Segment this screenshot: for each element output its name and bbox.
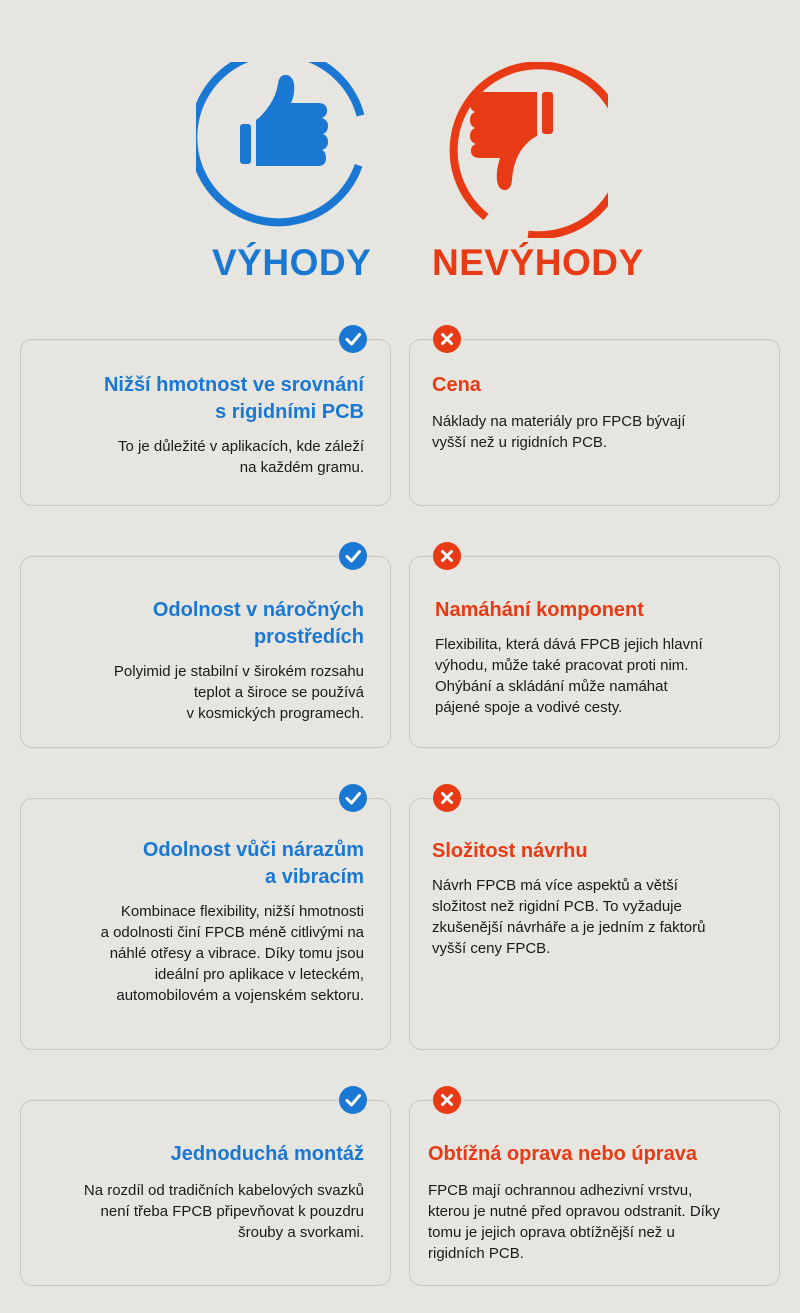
thumbs-down-icon	[432, 62, 608, 238]
con-description: Návrh FPCB má více aspektů a větší složitost než rigidní PCB. To vyžaduje zkušenější návrháře a je jedním z faktorů vyšší ceny FPCB.	[432, 877, 706, 957]
pro-title: Jednoduchá montáž	[170, 1143, 364, 1165]
cross-icon	[433, 542, 461, 570]
check-icon	[339, 784, 367, 812]
cross-icon	[433, 325, 461, 353]
pro-title: Odolnost vůči nárazům a vibracím	[142, 839, 364, 888]
pro-title: Odolnost v náročných prostředích	[152, 599, 364, 648]
con-description: FPCB mají ochrannou adhezivní vrstvu, kterou je nutné před opravou odstranit. Díky tomu je jejich oprava obtížnější než u rigidních PCB.	[428, 1182, 720, 1262]
con-title: Namáhání komponent	[435, 599, 644, 621]
check-icon	[339, 325, 367, 353]
con-description: Náklady na materiály pro FPCB bývají vyšší než u rigidních PCB.	[432, 413, 686, 451]
pro-description: Kombinace flexibility, nižší hmotnosti a odolnosti činí FPCB méně citlivými na náhlé otřesy a vibrace. Díky tomu jsou ideální pro aplikace v leteckém, automobilovém a vojenském sektoru.	[100, 903, 364, 1004]
thumbs-up-icon	[196, 62, 372, 238]
con-card	[409, 339, 780, 506]
pro-title: Nižší hmotnost ve srovnání s rigidními PCB	[103, 374, 364, 423]
con-title: Cena	[432, 374, 481, 396]
pro-description: Polyimid je stabilní v širokém rozsahu teplot a široce se používá v kosmických programech.	[113, 663, 364, 722]
pro-card	[20, 339, 391, 506]
con-card	[409, 556, 780, 748]
con-card	[409, 1100, 780, 1286]
check-icon	[339, 1086, 367, 1114]
cross-icon	[433, 1086, 461, 1114]
con-title: Složitost návrhu	[432, 840, 588, 862]
pros-heading: VÝHODY	[212, 242, 372, 283]
cons-heading: NEVÝHODY	[432, 242, 644, 283]
con-description: Flexibilita, která dává FPCB jejich hlavní výhodu, může také pracovat proti nim. Ohýbání a skládání může namáhat pájené spoje a vodivé cesty.	[435, 636, 703, 716]
con-title: Obtížná oprava nebo úprava	[428, 1143, 697, 1165]
pro-description: To je důležité v aplikacích, kde záleží na každém gramu.	[118, 438, 364, 476]
check-icon	[339, 542, 367, 570]
con-card	[409, 798, 780, 1050]
cross-icon	[433, 784, 461, 812]
pro-card	[20, 1100, 391, 1286]
pro-description: Na rozdíl od tradičních kabelových svazků není třeba FPCB připevňovat k pouzdru šrouby a svorkami.	[83, 1182, 364, 1241]
pro-card	[20, 798, 391, 1050]
pro-card	[20, 556, 391, 748]
